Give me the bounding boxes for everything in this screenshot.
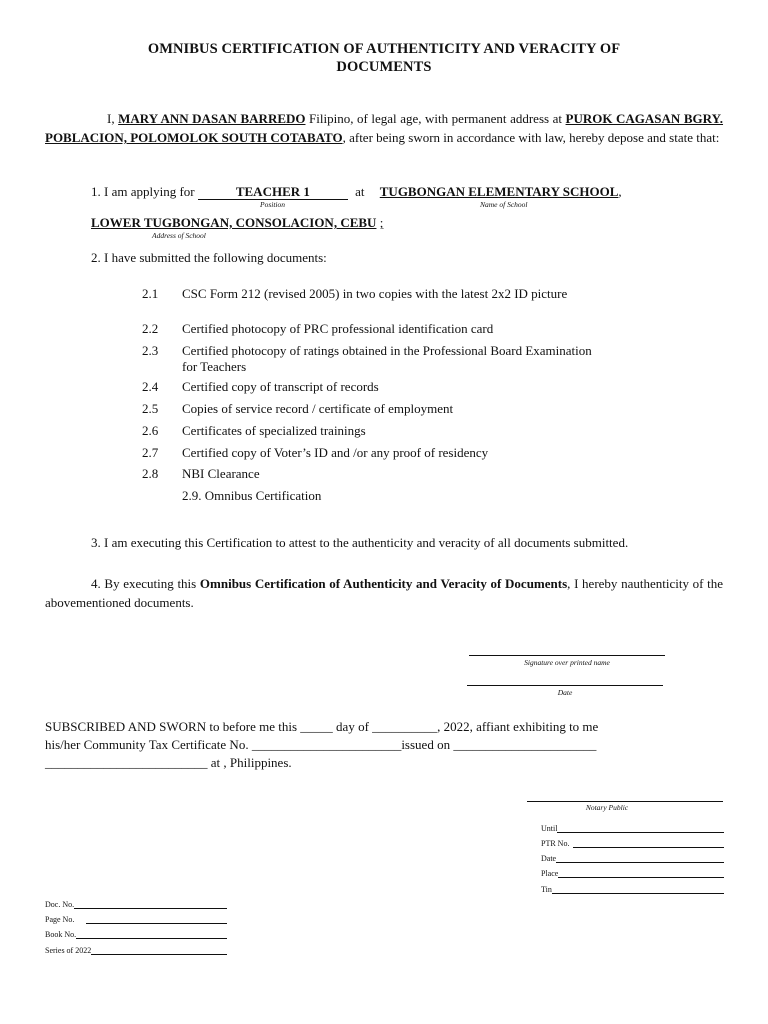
notary-blank-ptr xyxy=(573,839,724,848)
doc-text-5: Copies of service record / certificate of employment xyxy=(182,401,454,416)
address-caption: Address of School xyxy=(152,231,206,240)
docket-blank-doc xyxy=(74,900,227,909)
position-value: TEACHER 1 xyxy=(198,185,348,200)
doc-text-7: Certified copy of Voter’s ID and /or any proof of residency xyxy=(182,445,489,460)
sworn-line-3: _________________________ at , Philippines. xyxy=(45,755,292,770)
date-caption: Date xyxy=(557,688,573,697)
intro-mid: Filipino, of legal age, with permanent address at xyxy=(309,111,562,126)
intro-prefix: I, xyxy=(107,111,115,126)
position-caption: Position xyxy=(260,200,286,209)
item-1-at: at xyxy=(355,184,365,199)
docket-field-book xyxy=(45,930,227,939)
item-1-prefix: 1. I am applying for xyxy=(91,184,195,199)
intro-paragraph xyxy=(45,109,723,147)
doc-num-1: 2.1 xyxy=(142,286,159,301)
doc-text-2: Certified photocopy of PRC professional identification card xyxy=(182,321,494,336)
notary-label-until: Until xyxy=(541,824,558,833)
sworn-statement xyxy=(45,718,598,772)
notary-label-date: Date xyxy=(541,854,557,863)
docket-field-doc xyxy=(45,900,227,909)
docket-label-book: Book No. xyxy=(45,930,77,939)
notary-label-ptr: PTR No. xyxy=(541,839,570,848)
docket-label-page: Page No. xyxy=(45,915,75,924)
affiant-address: PUROK CAGASAN BGRY. POBLACION, POLOMOLOK SOUTH COTABATO xyxy=(45,111,724,145)
item-1-comma: , xyxy=(618,184,622,199)
docket-field-page xyxy=(45,915,227,924)
item-4-paragraph xyxy=(45,574,723,612)
notary-field-tin xyxy=(541,885,724,894)
school-address-semicolon: ; xyxy=(379,215,384,230)
doc-text-3: Certified photocopy of ratings obtained in the Professional Board Examination for Teachers xyxy=(182,343,592,374)
school-address: LOWER TUGBONGAN, CONSOLACION, CEBU xyxy=(91,215,377,230)
doc-num-4: 2.4 xyxy=(142,379,159,394)
docket-field-series xyxy=(45,946,227,955)
item-1-line xyxy=(91,184,622,200)
doc-text-6: Certificates of specialized trainings xyxy=(182,423,366,438)
docket-label-doc: Doc. No. xyxy=(45,900,75,909)
notary-caption: Notary Public xyxy=(585,803,629,812)
title-line-2: DOCUMENTS xyxy=(336,59,432,75)
notary-blank-tin xyxy=(552,885,724,894)
doc-num-3: 2.3 xyxy=(142,343,159,358)
doc-text-1: CSC Form 212 (revised 2005) in two copies with the latest 2x2 ID picture xyxy=(182,286,568,301)
notary-blank-until xyxy=(557,824,724,833)
doc-text-4: Certified copy of transcript of records xyxy=(182,379,379,394)
notary-label-tin: Tin xyxy=(541,885,552,894)
sworn-line-1: SUBSCRIBED AND SWORN to before me this _____ day of __________, 2022, affiant exhibiting to me xyxy=(45,719,599,734)
docket-label-series: Series of 2022 xyxy=(45,946,92,955)
document-title xyxy=(60,40,708,76)
sworn-line-2: his/her Community Tax Certificate No. _______________________issued on ______________________ xyxy=(45,737,597,752)
doc-num-6: 2.6 xyxy=(142,423,159,438)
doc-num-5: 2.5 xyxy=(142,401,159,416)
doc-num-8: 2.8 xyxy=(142,466,159,481)
doc-text-8: NBI Clearance xyxy=(182,466,260,481)
item-4-prefix: 4. By executing this xyxy=(91,576,197,591)
signature-line xyxy=(469,655,665,656)
docket-blank-series xyxy=(91,946,227,955)
notary-label-place: Place xyxy=(541,869,559,878)
affiant-name: MARY ANN DASAN BARREDO xyxy=(118,111,306,126)
notary-line xyxy=(527,801,723,802)
signature-caption: Signature over printed name xyxy=(524,658,610,667)
docket-blank-book xyxy=(76,930,227,939)
docket-blank-page xyxy=(86,915,227,924)
item-4-bold: Omnibus Certification of Authenticity and Veracity of Documents xyxy=(199,576,568,591)
doc-item-9: 2.9. Omnibus Certification xyxy=(182,488,322,503)
notary-blank-date xyxy=(556,854,724,863)
notary-field-place xyxy=(541,869,724,878)
notary-field-date xyxy=(541,854,724,863)
notary-blank-place xyxy=(558,869,724,878)
date-line xyxy=(467,685,663,686)
school-name: TUGBONGAN ELEMENTARY SCHOOL xyxy=(379,184,619,199)
doc-num-7: 2.7 xyxy=(142,445,159,460)
item-3-text: 3. I am executing this Certification to attest to the authenticity and veracity of all documents submitted. xyxy=(91,535,629,550)
intro-suffix: , after being sworn in accordance with law, hereby depose and state that: xyxy=(342,130,720,145)
item-2-text: 2. I have submitted the following documents: xyxy=(91,250,327,265)
notary-field-until xyxy=(541,824,724,833)
doc-num-2: 2.2 xyxy=(142,321,159,336)
title-line-1: OMNIBUS CERTIFICATION OF AUTHENTICITY AND VERACITY OF xyxy=(147,41,621,57)
item-4-suffix: , I hereby nauthenticity of the abovementioned documents. xyxy=(45,576,723,610)
school-caption: Name of School xyxy=(480,200,528,209)
school-address-line xyxy=(91,215,383,231)
notary-field-ptr xyxy=(541,839,724,848)
